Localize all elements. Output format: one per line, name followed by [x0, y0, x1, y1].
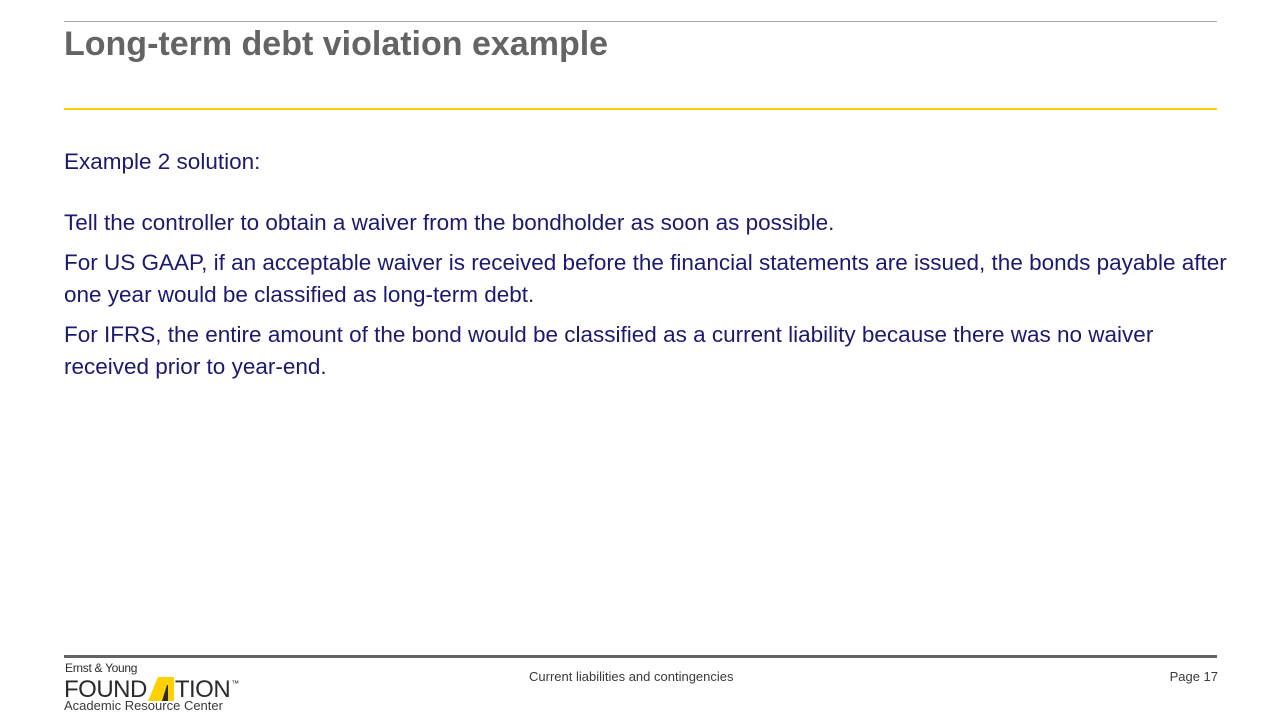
slide-body [64, 146, 1234, 391]
paragraph-waiver-advice: Tell the controller to obtain a waiver from the bondholder as soon as possible. [64, 210, 835, 235]
logo-trademark: ™ [231, 679, 239, 688]
page-number: Page 17 [1169, 669, 1218, 684]
title-accent-divider [64, 108, 1217, 110]
slide-title: Long-term debt violation example [64, 25, 609, 63]
logo-word-left: FOUND [64, 676, 147, 703]
logo-subtitle: Academic Resource Center [64, 698, 223, 713]
footer-topic: Current liabilities and contingencies [529, 669, 734, 684]
paragraph-ifrs: For IFRS, the entire amount of the bond would be classified as a current liability because there was no waiver received prior to year-end. [64, 322, 1154, 379]
logo-top-text: Ernst & Young [65, 661, 138, 675]
footer-divider [64, 655, 1217, 658]
solution-heading: Example 2 solution: [64, 149, 261, 174]
paragraph-us-gaap: For US GAAP, if an acceptable waiver is received before the financial statements are issued, the bonds payable after one year would be classified as long-term debt. [64, 250, 1227, 307]
logo-word-right: TION [174, 676, 231, 703]
foundation-logo [62, 660, 242, 720]
